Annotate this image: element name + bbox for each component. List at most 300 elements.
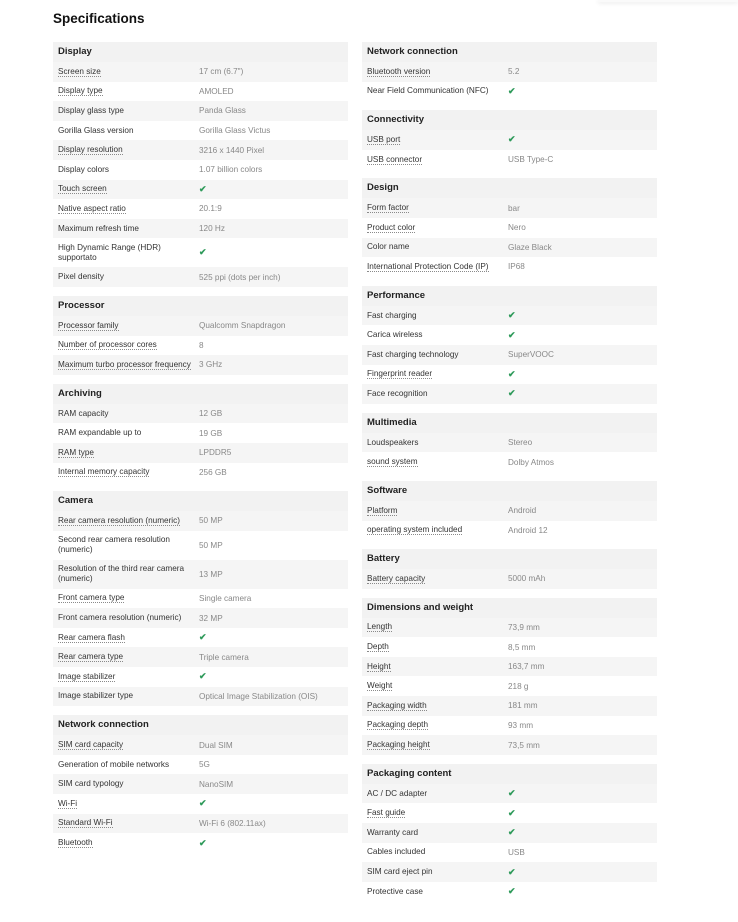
spec-value: AMOLED — [199, 86, 234, 96]
spec-label-tooltip-link[interactable]: Rear camera flash — [58, 632, 125, 642]
spec-row — [362, 306, 657, 326]
section-rows — [362, 433, 657, 472]
spec-label-cell — [362, 366, 508, 382]
spec-label-tooltip-link[interactable]: RAM type — [58, 447, 94, 457]
spec-value-check — [508, 886, 657, 897]
section-heading: Network connection — [362, 42, 657, 62]
spec-value-check — [199, 798, 348, 809]
spec-label-cell — [53, 123, 199, 139]
top-bar-shadow — [598, 0, 738, 2]
spec-value: LPDDR5 — [199, 448, 232, 458]
spec-row — [362, 325, 657, 345]
spec-row — [53, 267, 348, 287]
spec-label-cell — [362, 717, 508, 733]
spec-value-check — [199, 247, 348, 258]
spec-value: Triple camera — [199, 652, 249, 662]
spec-label-tooltip-link[interactable]: Touch screen — [58, 184, 107, 194]
spec-label-cell — [362, 825, 508, 841]
spec-row — [53, 560, 348, 589]
section-rows — [362, 501, 657, 540]
spec-row — [53, 814, 348, 834]
spec-label-cell — [362, 386, 508, 402]
spec-row — [362, 823, 657, 843]
page-title: Specifications — [53, 11, 145, 26]
spec-row — [53, 238, 348, 267]
spec-value: 13 MP — [199, 569, 223, 579]
spec-value: 1.07 billion colors — [199, 165, 263, 175]
spec-label-tooltip-link[interactable]: Bluetooth — [58, 838, 93, 848]
spec-value: Panda Glass — [199, 106, 246, 116]
spec-row — [53, 511, 348, 531]
spec-row — [362, 238, 657, 258]
spec-label-cell — [53, 796, 199, 812]
spec-label-cell — [53, 669, 199, 685]
checkmark-icon: ✔ — [508, 85, 516, 96]
spec-value: 12 GB — [199, 409, 223, 419]
spec-value: 5G — [199, 760, 210, 770]
spec-label-cell — [362, 220, 508, 236]
spec-label: Face recognition — [367, 388, 428, 398]
spec-value: 17 cm (6.7") — [199, 67, 244, 77]
spec-value: 5000 mAh — [508, 574, 546, 584]
spec-row — [53, 463, 348, 483]
section-rows — [362, 198, 657, 276]
spec-row — [362, 618, 657, 638]
spec-label-cell — [362, 844, 508, 860]
spec-row — [53, 774, 348, 794]
spec-section-packaging-content — [362, 764, 657, 902]
spec-section-software — [362, 481, 657, 540]
checkmark-icon: ✔ — [199, 247, 207, 258]
spec-label-cell — [362, 737, 508, 753]
spec-row — [362, 130, 657, 150]
spec-section-battery — [362, 549, 657, 589]
spec-value: 50 MP — [199, 516, 223, 526]
spec-row — [362, 384, 657, 404]
spec-value-check — [508, 827, 657, 838]
spec-label: AC / DC adapter — [367, 788, 428, 798]
spec-value-check — [508, 369, 657, 380]
spec-section-camera — [53, 491, 348, 706]
spec-row — [53, 404, 348, 424]
spec-label-cell — [362, 259, 508, 275]
spec-label-cell — [362, 639, 508, 655]
spec-label-cell — [53, 425, 199, 441]
section-heading: Connectivity — [362, 110, 657, 130]
spec-value: 50 MP — [199, 540, 223, 550]
spec-row — [53, 628, 348, 648]
spec-row — [53, 101, 348, 121]
section-heading: Archiving — [53, 384, 348, 404]
section-heading: Display — [53, 42, 348, 62]
spec-label-cell — [362, 786, 508, 802]
section-rows — [362, 784, 657, 902]
checkmark-icon: ✔ — [508, 807, 516, 818]
spec-label-tooltip-link[interactable]: Rear camera resolution (numeric) — [58, 515, 180, 525]
spec-value: 73,9 mm — [508, 622, 540, 632]
spec-label-tooltip-link[interactable]: International Protection Code (IP) — [367, 261, 489, 271]
spec-label: RAM capacity — [58, 408, 109, 418]
section-rows — [53, 404, 348, 482]
spec-section-performance — [362, 286, 657, 404]
spec-value: Nero — [508, 223, 526, 233]
spec-label: Near Field Communication (NFC) — [367, 86, 489, 96]
spec-label-tooltip-link[interactable]: sound system — [367, 457, 418, 467]
spec-label-cell — [53, 83, 199, 99]
spec-label-cell — [53, 815, 199, 831]
spec-label: Maximum refresh time — [58, 223, 139, 233]
spec-label-tooltip-link[interactable]: Image stabilizer — [58, 671, 116, 681]
spec-section-design — [362, 178, 657, 276]
spec-label: Display colors — [58, 164, 109, 174]
spec-row — [362, 784, 657, 804]
spec-label-tooltip-link[interactable]: Height — [367, 661, 391, 671]
spec-label-cell — [53, 737, 199, 753]
spec-section-connectivity — [362, 110, 657, 169]
spec-value: NanoSIM — [199, 779, 234, 789]
spec-label-tooltip-link[interactable]: Platform — [367, 505, 398, 515]
checkmark-icon: ✔ — [199, 671, 207, 682]
spec-label-cell — [53, 561, 199, 587]
spec-label-cell — [53, 103, 199, 119]
spec-label: Protective case — [367, 886, 423, 896]
spec-value: 20.1:9 — [199, 204, 222, 214]
spec-row — [53, 608, 348, 628]
spec-row — [53, 755, 348, 775]
spec-label-tooltip-link[interactable]: Front camera type — [58, 593, 125, 603]
spec-row — [53, 647, 348, 667]
spec-label: Gorilla Glass version — [58, 125, 134, 135]
spec-value: 5.2 — [508, 67, 520, 77]
spec-value-check — [508, 310, 657, 321]
spec-row — [53, 62, 348, 82]
checkmark-icon: ✔ — [508, 134, 516, 145]
spec-row — [53, 589, 348, 609]
spec-value-check — [508, 330, 657, 341]
spec-label-tooltip-link[interactable]: Number of processor cores — [58, 340, 157, 350]
spec-value: 525 ppi (dots per inch) — [199, 272, 281, 282]
spec-label-tooltip-link[interactable]: Weight — [367, 681, 393, 691]
spec-row — [53, 443, 348, 463]
spec-label-tooltip-link[interactable]: Screen size — [58, 66, 101, 76]
spec-label-cell — [53, 221, 199, 237]
spec-row — [362, 676, 657, 696]
spec-row — [362, 433, 657, 453]
spec-row — [53, 121, 348, 141]
spec-row — [362, 345, 657, 365]
spec-label-cell — [362, 454, 508, 470]
spec-label-tooltip-link[interactable]: Display type — [58, 86, 103, 96]
spec-row — [53, 219, 348, 239]
spec-row — [53, 833, 348, 853]
spec-label-cell — [53, 610, 199, 626]
spec-label-cell — [53, 240, 199, 266]
checkmark-icon: ✔ — [508, 827, 516, 838]
spec-row — [362, 882, 657, 902]
spec-row — [53, 531, 348, 560]
spec-label: Fast charging technology — [367, 349, 459, 359]
spec-value-check — [508, 867, 657, 878]
spec-section-network-connection — [53, 715, 348, 853]
specs-right-column — [362, 42, 657, 910]
checkmark-icon: ✔ — [199, 798, 207, 809]
spec-label-cell — [362, 152, 508, 168]
spec-label: Carica wireless — [367, 330, 423, 340]
spec-row — [362, 716, 657, 736]
spec-value: Stereo — [508, 438, 533, 448]
spec-label-tooltip-link[interactable]: Maximum turbo processor frequency — [58, 359, 191, 369]
spec-label-tooltip-link[interactable]: operating system included — [367, 525, 463, 535]
spec-label-cell — [53, 64, 199, 80]
spec-label-tooltip-link[interactable]: Fingerprint reader — [367, 369, 433, 379]
checkmark-icon: ✔ — [508, 310, 516, 321]
spec-row — [362, 843, 657, 863]
section-heading: Design — [362, 178, 657, 198]
spec-value: Gorilla Glass Victus — [199, 126, 271, 136]
section-rows — [362, 62, 657, 101]
section-rows — [53, 316, 348, 375]
spec-section-multimedia — [362, 413, 657, 472]
spec-row — [362, 365, 657, 385]
spec-label-cell — [53, 835, 199, 851]
spec-section-network-connection — [362, 42, 657, 101]
spec-label-tooltip-link[interactable]: Battery capacity — [367, 573, 426, 583]
spec-row — [362, 862, 657, 882]
spec-label-tooltip-link[interactable]: USB port — [367, 134, 401, 144]
spec-value: SuperVOOC — [508, 350, 554, 360]
spec-label-cell — [362, 884, 508, 900]
spec-value-check — [508, 388, 657, 399]
spec-label: Resolution of the third rear camera (numeric) — [58, 564, 185, 584]
spec-row — [53, 316, 348, 336]
spec-label-tooltip-link[interactable]: Display resolution — [58, 145, 123, 155]
spec-value: 218 g — [508, 681, 529, 691]
spec-value: USB Type-C — [508, 155, 554, 165]
spec-value: IP68 — [508, 262, 525, 272]
spec-label: RAM expandable up to — [58, 428, 142, 438]
spec-label-tooltip-link[interactable]: Bluetooth version — [367, 66, 431, 76]
section-heading: Packaging content — [362, 764, 657, 784]
spec-value: Dual SIM — [199, 740, 233, 750]
spec-row — [53, 667, 348, 687]
spec-row — [362, 82, 657, 102]
spec-row — [53, 794, 348, 814]
spec-label-cell — [362, 347, 508, 363]
spec-label: Image stabilizer type — [58, 691, 134, 701]
section-heading: Dimensions and weight — [362, 598, 657, 618]
section-heading: Software — [362, 481, 657, 501]
checkmark-icon: ✔ — [199, 632, 207, 643]
spec-row — [53, 199, 348, 219]
specs-left-column — [53, 42, 348, 862]
spec-label-cell — [362, 698, 508, 714]
spec-row — [362, 198, 657, 218]
spec-label-cell — [53, 776, 199, 792]
spec-row — [362, 803, 657, 823]
spec-value: USB — [508, 847, 525, 857]
spec-row — [362, 637, 657, 657]
spec-label: Front camera resolution (numeric) — [58, 613, 182, 623]
spec-value-check — [508, 788, 657, 799]
spec-value: 93 mm — [508, 720, 534, 730]
spec-value-check — [199, 632, 348, 643]
checkmark-icon: ✔ — [508, 368, 516, 379]
spec-value: 3216 x 1440 Pixel — [199, 145, 265, 155]
checkmark-icon: ✔ — [199, 837, 207, 848]
spec-value-check — [508, 134, 657, 145]
spec-label-cell — [53, 201, 199, 217]
spec-label-tooltip-link[interactable]: Standard Wi-Fi — [58, 818, 113, 828]
spec-label-cell — [362, 571, 508, 587]
spec-label-cell — [362, 200, 508, 216]
spec-row — [53, 423, 348, 443]
spec-label: SIM card typology — [58, 779, 124, 789]
spec-label-cell — [362, 83, 508, 99]
section-heading: Multimedia — [362, 413, 657, 433]
spec-label: Cables included — [367, 847, 426, 857]
checkmark-icon: ✔ — [199, 183, 207, 194]
spec-label-tooltip-link[interactable]: Packaging width — [367, 700, 427, 710]
spec-label-cell — [362, 308, 508, 324]
spec-label-tooltip-link[interactable]: Internal memory capacity — [58, 467, 150, 477]
spec-label-tooltip-link[interactable]: Packaging depth — [367, 720, 428, 730]
spec-row — [53, 140, 348, 160]
section-rows — [362, 130, 657, 169]
spec-section-dimensions-and-weight — [362, 598, 657, 755]
spec-value: bar — [508, 203, 520, 213]
spec-value: Qualcomm Snapdragon — [199, 321, 286, 331]
spec-label-tooltip-link[interactable]: SIM card capacity — [58, 740, 124, 750]
spec-label: Color name — [367, 242, 410, 252]
spec-label: High Dynamic Range (HDR) supportato — [58, 242, 161, 262]
spec-label-cell — [362, 864, 508, 880]
spec-label: Generation of mobile networks — [58, 759, 170, 769]
spec-value: 181 mm — [508, 701, 538, 711]
spec-row — [53, 82, 348, 102]
spec-value: 3 GHz — [199, 360, 223, 370]
spec-value: 163,7 mm — [508, 662, 545, 672]
spec-label-tooltip-link[interactable]: Packaging height — [367, 740, 430, 750]
section-rows — [362, 306, 657, 404]
spec-label-tooltip-link[interactable]: Form factor — [367, 203, 409, 213]
spec-value-check — [508, 808, 657, 819]
spec-label-cell — [362, 678, 508, 694]
spec-value: 32 MP — [199, 613, 223, 623]
spec-value-check — [199, 671, 348, 682]
spec-row — [362, 569, 657, 589]
section-heading: Battery — [362, 549, 657, 569]
spec-label: Pixel density — [58, 272, 104, 282]
spec-label-tooltip-link[interactable]: Rear camera type — [58, 652, 124, 662]
spec-label-cell — [362, 522, 508, 538]
spec-label-tooltip-link[interactable]: Product color — [367, 222, 416, 232]
spec-row — [53, 160, 348, 180]
spec-label-cell — [362, 239, 508, 255]
section-rows — [53, 511, 348, 706]
spec-value-check — [508, 86, 657, 97]
spec-label-cell — [362, 435, 508, 451]
spec-value: 73,5 mm — [508, 740, 540, 750]
spec-label-tooltip-link[interactable]: USB connector — [367, 154, 423, 164]
spec-value: 19 GB — [199, 428, 223, 438]
spec-value: Glaze Black — [508, 242, 552, 252]
spec-value: Dolby Atmos — [508, 457, 554, 467]
spec-row — [53, 336, 348, 356]
section-heading: Camera — [53, 491, 348, 511]
spec-label-tooltip-link[interactable]: Length — [367, 622, 393, 632]
spec-label: Second rear camera resolution (numeric) — [58, 535, 170, 555]
spec-row — [53, 355, 348, 375]
spec-label-cell — [362, 659, 508, 675]
spec-label-cell — [53, 181, 199, 197]
spec-row — [53, 687, 348, 707]
spec-row — [362, 521, 657, 541]
spec-label-cell — [53, 337, 199, 353]
spec-label-cell — [53, 649, 199, 665]
spec-value: 256 GB — [199, 467, 227, 477]
section-rows — [53, 62, 348, 287]
spec-label-cell — [53, 269, 199, 285]
spec-row — [362, 696, 657, 716]
checkmark-icon: ✔ — [508, 788, 516, 799]
spec-value-check — [199, 838, 348, 849]
spec-row — [362, 218, 657, 238]
spec-value: 8 — [199, 340, 204, 350]
spec-label-cell — [53, 142, 199, 158]
spec-label-cell — [53, 532, 199, 558]
checkmark-icon: ✔ — [508, 329, 516, 340]
spec-row — [362, 62, 657, 82]
section-rows — [362, 618, 657, 755]
spec-value: Optical Image Stabilization (OIS) — [199, 691, 318, 701]
spec-label-tooltip-link[interactable]: Wi-Fi — [58, 798, 78, 808]
spec-row — [362, 452, 657, 472]
spec-label-cell — [53, 318, 199, 334]
section-heading: Processor — [53, 296, 348, 316]
spec-label-cell — [53, 688, 199, 704]
spec-row — [362, 150, 657, 170]
spec-row — [362, 735, 657, 755]
spec-value: 120 Hz — [199, 224, 225, 234]
spec-label-cell — [362, 132, 508, 148]
section-rows — [362, 569, 657, 589]
spec-label: Loudspeakers — [367, 437, 419, 447]
spec-label-cell — [53, 630, 199, 646]
spec-label-tooltip-link[interactable]: Depth — [367, 642, 389, 652]
spec-label-tooltip-link[interactable]: Processor family — [58, 320, 119, 330]
spec-value-check — [199, 184, 348, 195]
spec-label-cell — [362, 619, 508, 635]
spec-section-processor — [53, 296, 348, 375]
spec-label-tooltip-link[interactable]: Fast guide — [367, 808, 406, 818]
checkmark-icon: ✔ — [508, 388, 516, 399]
section-rows — [53, 735, 348, 853]
spec-section-archiving — [53, 384, 348, 482]
spec-label-cell — [53, 464, 199, 480]
checkmark-icon: ✔ — [508, 866, 516, 877]
spec-label: Fast charging — [367, 310, 417, 320]
spec-row — [362, 657, 657, 677]
spec-label-cell — [53, 406, 199, 422]
spec-label-cell — [362, 805, 508, 821]
spec-label-cell — [362, 64, 508, 80]
spec-label-cell — [53, 357, 199, 373]
spec-label: Warranty card — [367, 827, 419, 837]
spec-section-display — [53, 42, 348, 287]
spec-label: Display glass type — [58, 105, 124, 115]
spec-label-tooltip-link[interactable]: Native aspect ratio — [58, 203, 126, 213]
spec-label-cell — [53, 513, 199, 529]
